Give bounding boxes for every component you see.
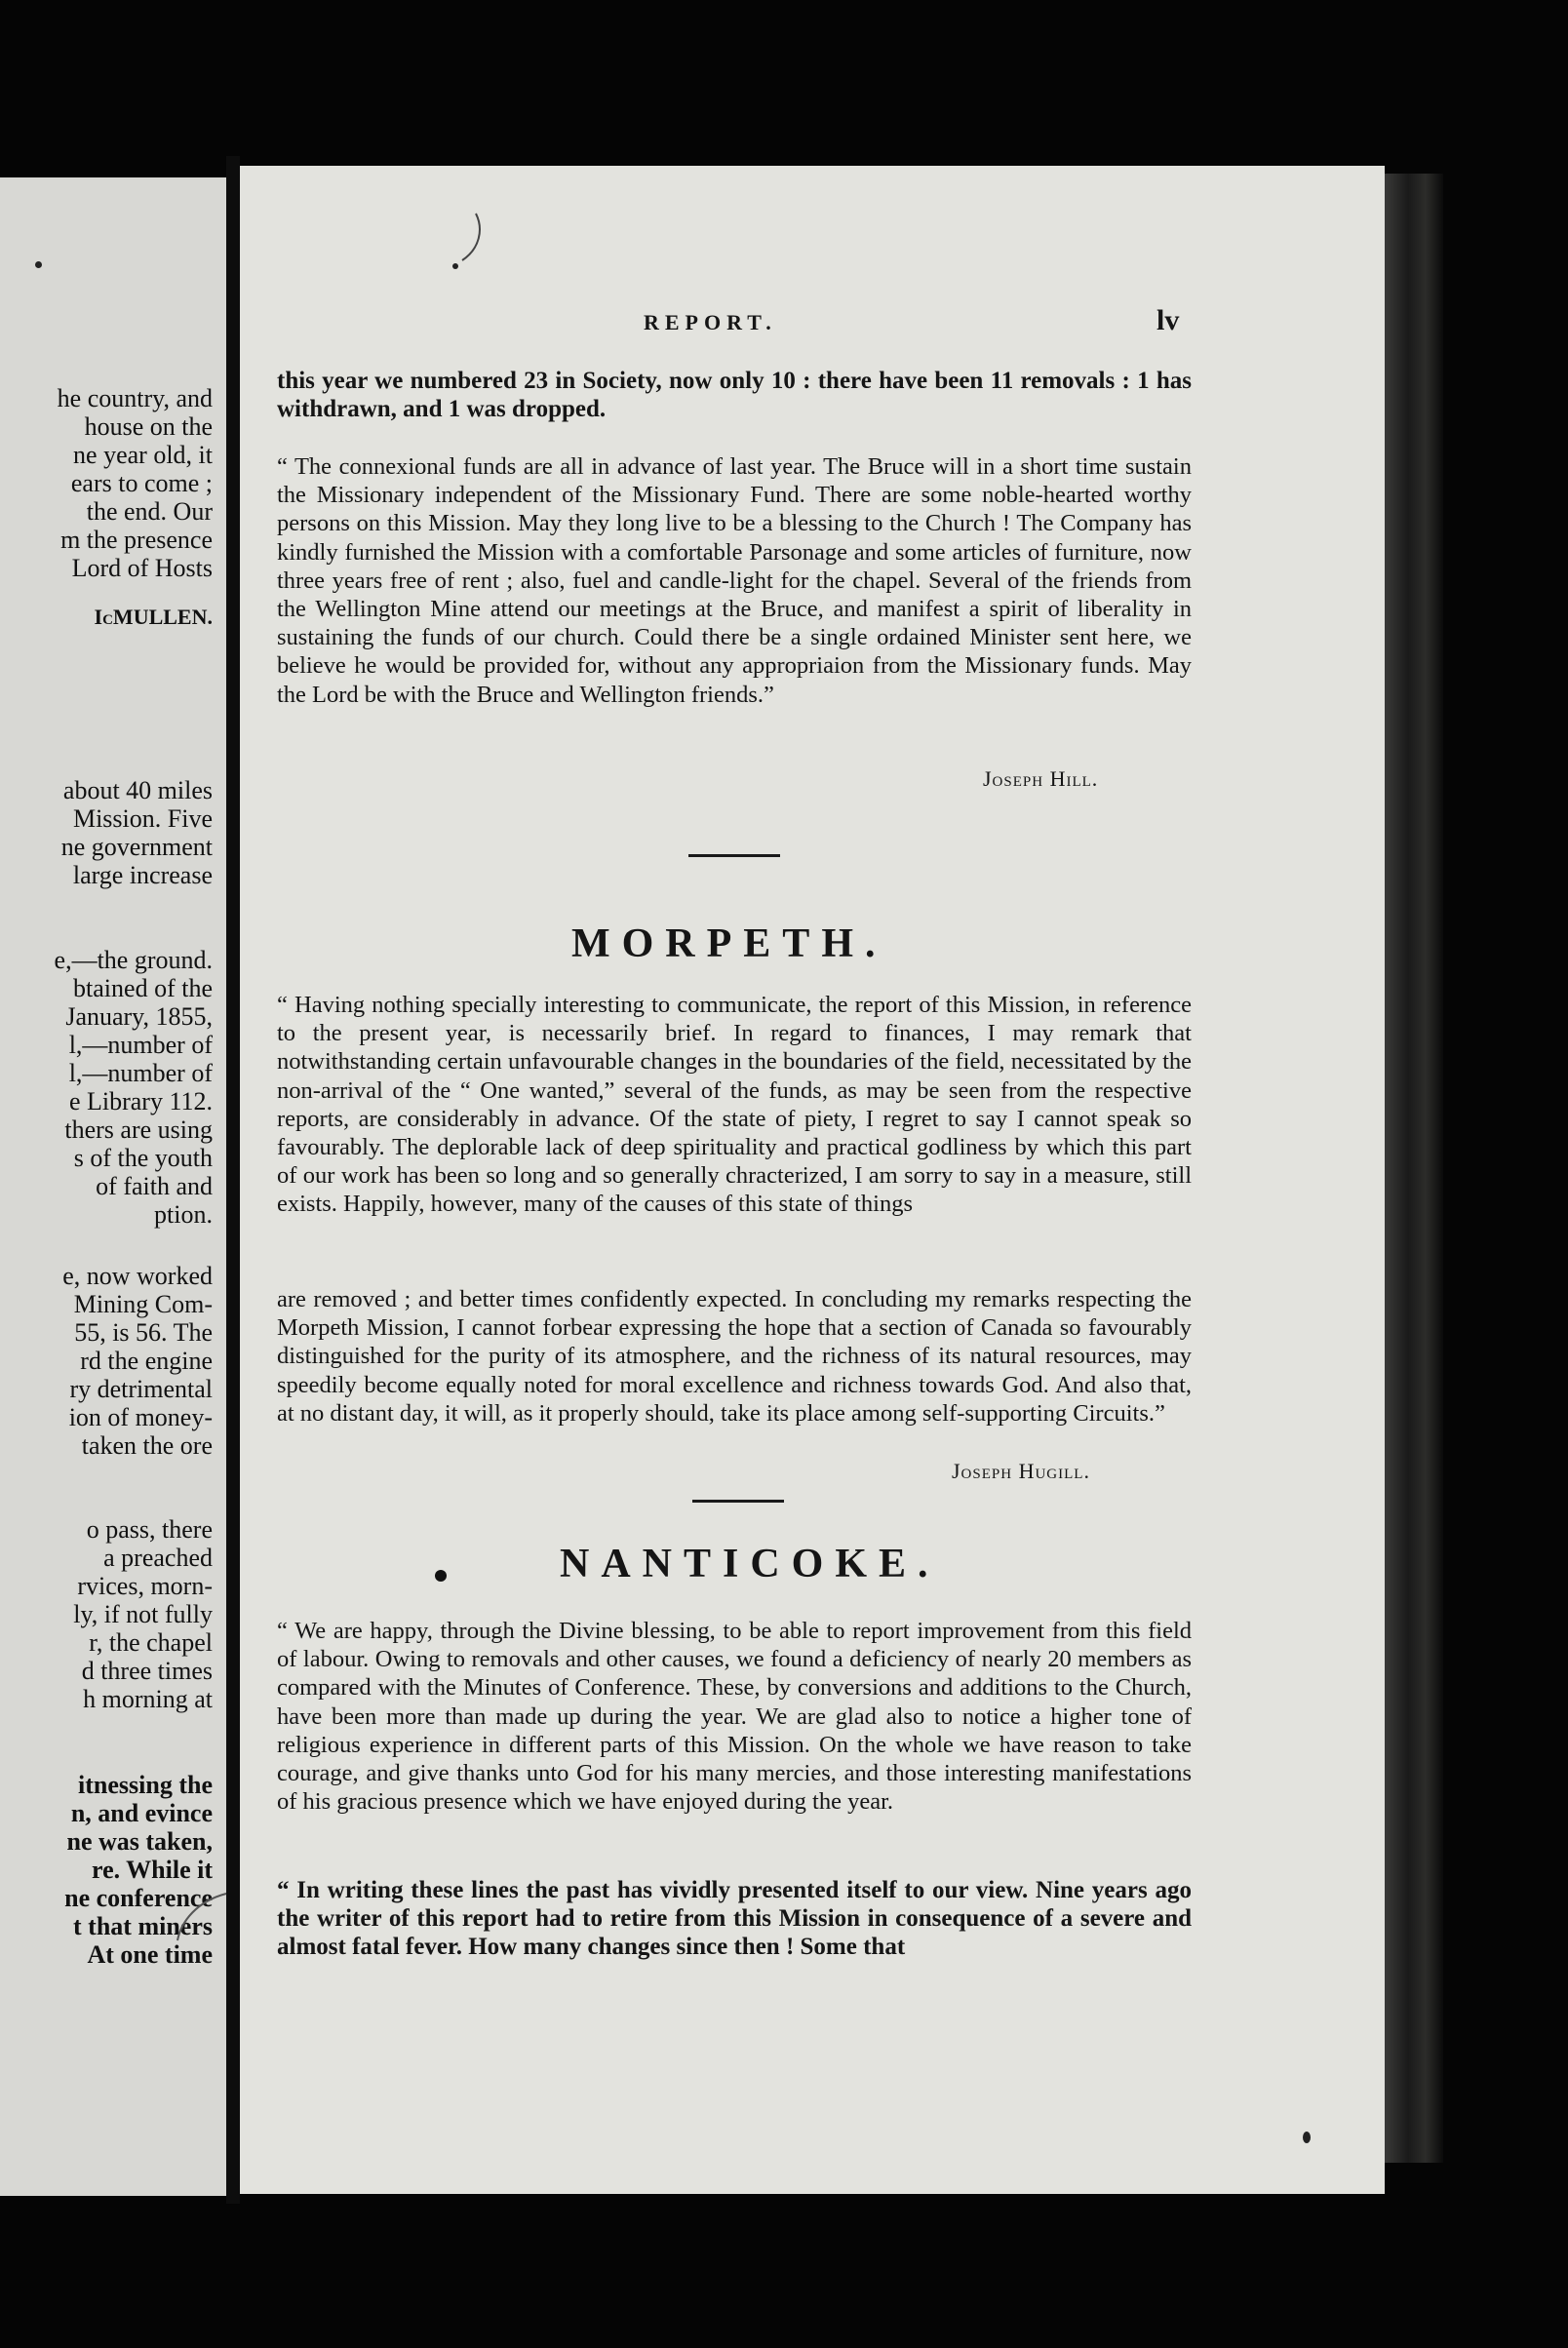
nanticoke-paragraph-2: “ In writing these lines the past has vividly presented itself to our view. Nine years ago the writer of this report had to retire from this Mission in consequence of a severe and almost fatal fever. How many changes since then ! Some that: [277, 1877, 1192, 1961]
left-page-line: January, 1855,: [65, 1002, 213, 1031]
left-page-line: ry detrimental: [69, 1375, 213, 1403]
left-page-line: ne conference: [64, 1884, 213, 1912]
left-page-line: s of the youth: [73, 1144, 213, 1172]
bullet-mark: [435, 1570, 447, 1582]
left-page-line: house on the: [84, 412, 213, 441]
left-page-line: At one time: [87, 1940, 213, 1969]
section-divider: [692, 1500, 784, 1503]
left-page-line: IcMULLEN.: [94, 605, 213, 629]
left-page-line: ne government: [60, 833, 213, 861]
ink-speck: [1303, 2132, 1311, 2143]
left-page-line: e,—the ground.: [54, 946, 213, 974]
left-page-line: rd the engine: [80, 1347, 213, 1375]
left-page-line: rvices, morn-: [77, 1572, 213, 1600]
left-page-line: h morning at: [83, 1685, 213, 1713]
left-page-line: large increase: [72, 861, 213, 889]
pencil-mark: [458, 210, 488, 268]
left-page-line: o pass, there: [86, 1515, 213, 1544]
left-page-line: l,—number of: [68, 1059, 213, 1087]
left-page-line: itnessing the: [78, 1771, 213, 1799]
pencil-mark: [168, 1882, 246, 1950]
section-divider: [688, 854, 780, 857]
left-page-line: Lord of Hosts: [71, 554, 213, 582]
left-page-line: a preached: [103, 1544, 213, 1572]
left-page-line: about 40 miles: [62, 776, 213, 804]
left-page-line: the end. Our: [86, 497, 213, 526]
left-page-line: t that miners: [73, 1912, 213, 1940]
left-page-line: ption.: [154, 1200, 213, 1229]
left-page-line: n, and evince: [70, 1799, 213, 1827]
left-page-line: Mission. Five: [72, 804, 213, 833]
nanticoke-paragraph-1: “ We are happy, through the Divine blessing, to be able to report improvement from this field of labour. Owing to removals and other causes, we found a deficiency of nearly 20 members as compared with the Minutes of Conference. These, by conversions and additions to the Church, have been more than made up during the year. We are glad also to notice a higher tone of religious experience in different parts of this Mission. On the whole we have reason to take courage, and give thanks unto God for his many mercies, and those interesting manifestations of his gracious presence which we have enjoyed during the year.: [277, 1618, 1192, 1816]
left-page-line: Mining Com-: [73, 1290, 213, 1318]
left-page-line: ears to come ;: [70, 469, 213, 497]
left-page-line: ly, if not fully: [73, 1600, 213, 1628]
left-page-line: e, now worked: [62, 1262, 213, 1290]
opening-paragraph-2: “ The connexional funds are all in advance of last year. The Bruce will in a short time sustain the Missionary independent of the Missionary Fund. There are some noble-hearted worthy persons on this Mission. May they long live to be a blessing to the Church ! The Company has kindly furnished the Mission with a comfortable Parsonage and some articles of furniture, now three years free of rent ; also, fuel and candle-light for the chapel. Several of the friends from the Wellington Mine attend our meetings at the Bruce, and manifest a spirit of liberality in sustaining the funds of our church. Could there be a single ordained Minister sent here, we believe he would be provided for, without any appropriaion from the Missionary funds. May the Lord be with the Bruce and Wellington friends.”: [277, 453, 1192, 708]
page-number: lv: [1156, 304, 1180, 336]
section-title-morpeth: MORPETH.: [571, 921, 887, 966]
morpeth-paragraph-1: “ Having nothing specially interesting to communicate, the report of this Mission, in reference to the present year, is necessarily brief. In regard to finances, I may remark that notwithstanding certain unfavourable changes in the boundaries of the field, necessitated by the non-arrival of the “ One wanted,” several of the funds, as may be seen from the respective reports, are considerably in advance. Of the state of piety, I regret to say I cannot speak so favourably. The deplorable lack of deep spirituality and practical godliness by which this part of our work has been so long and so generally chracterized, I am sorry to say in a measure, still exists. Happily, however, many of the causes of this state of things: [277, 992, 1192, 1218]
left-page-line: l,—number of: [68, 1031, 213, 1059]
morpeth-paragraph-2: are removed ; and better times confidently expected. In concluding my remarks respecting the Morpeth Mission, I cannot forbear expressing the hope that a section of Canada so favourably distinguished for the purity of its atmosphere, and the richness of its natural resources, may speedily become equally noted for moral excellence and richness towards God. And also that, at no distant day, it will, as it properly should, take its place among self-supporting Circuits.”: [277, 1286, 1192, 1427]
running-header: REPORT.: [644, 310, 777, 334]
section-title-nanticoke: NANTICOKE.: [560, 1542, 940, 1586]
left-page-line: 55, is 56. The: [74, 1318, 213, 1347]
left-page-line: r, the chapel: [89, 1628, 213, 1657]
left-page-line: ion of money-: [68, 1403, 213, 1431]
left-page-line: m the presence: [60, 526, 213, 554]
left-page-line: ne year old, it: [73, 441, 213, 469]
left-page-line: d three times: [81, 1657, 213, 1685]
left-page-line: of faith and: [96, 1172, 213, 1200]
ink-speck: [35, 261, 42, 268]
signature-joseph-hill: Joseph Hill.: [983, 766, 1099, 791]
left-page-line: thers are using: [64, 1115, 213, 1144]
left-page-line: btained of the: [73, 974, 213, 1002]
opening-paragraph-1: this year we numbered 23 in Society, now only 10 : there have been 11 removals : 1 has withdrawn, and 1 was dropped.: [277, 368, 1192, 423]
left-page-line: ne was taken,: [66, 1827, 213, 1856]
signature-joseph-hugill: Joseph Hugill.: [952, 1459, 1090, 1483]
page-edges: [1385, 174, 1443, 2163]
left-page-line: re. While it: [92, 1856, 213, 1884]
left-page-line: e Library 112.: [68, 1087, 213, 1115]
left-page-line: taken the ore: [81, 1431, 213, 1460]
left-page-line: he country, and: [57, 384, 213, 412]
